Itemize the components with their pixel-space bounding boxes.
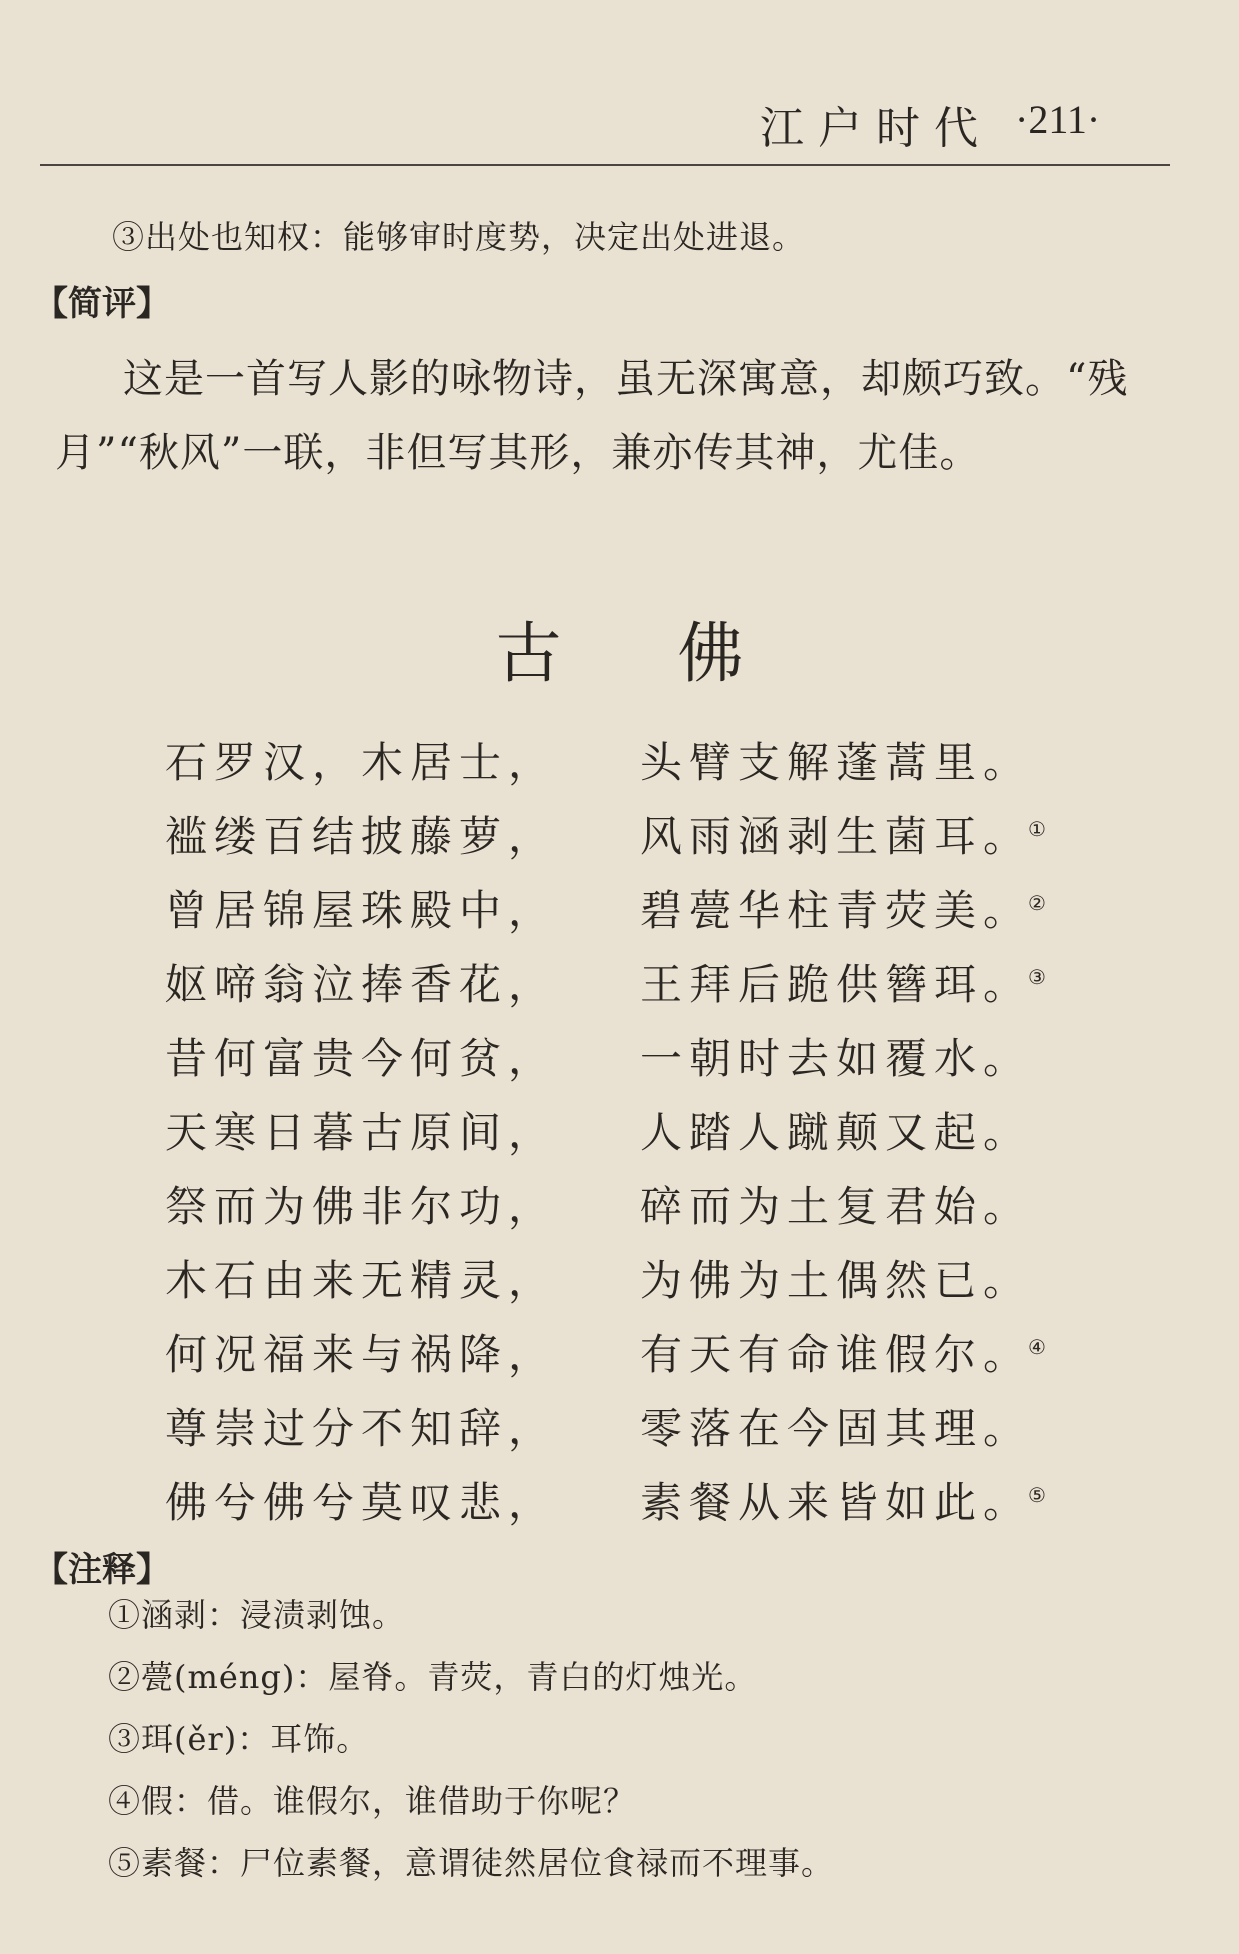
poem-line-left: 妪啼翁泣捧香花， (165, 960, 558, 1009)
footnote-ref: ① (1028, 817, 1046, 841)
poem-line-right-text: 头臂支解蓬蒿里。 (640, 738, 1033, 787)
poem-line-right (640, 1396, 1032, 1456)
poem-line-right-text: 零落在今固其理。 (640, 1404, 1033, 1453)
poem-line-right (640, 1100, 1032, 1160)
commentary-label: 【简评】 (34, 284, 170, 324)
page-number: ·211· (1015, 97, 1101, 142)
poem-line-right (640, 1470, 1046, 1530)
note-item: ④假：借。谁假尔，谁借助于你呢？ (108, 1782, 637, 1820)
poem-line-left: 木石由来无精灵， (165, 1256, 558, 1305)
poem-line-right (640, 1174, 1032, 1234)
poem-line-right-text: 人踏人蹴颠又起。 (640, 1108, 1033, 1157)
poem-line-right-text: 有天有命谁假尔。 (640, 1330, 1033, 1379)
poem-line-right (640, 1322, 1046, 1382)
page-header (40, 92, 1170, 166)
poem-title (0, 600, 1239, 695)
poem-line-left: 祭而为佛非尔功， (165, 1182, 558, 1231)
poem-line-left: 佛兮佛兮莫叹悲， (165, 1478, 558, 1527)
poem-line-right-text: 为佛为土偶然已。 (640, 1256, 1033, 1305)
poem-line-right-text: 风雨涵剥生菌耳。 (640, 812, 1033, 861)
poem-line-left: 昔何富贵今何贫， (165, 1034, 558, 1083)
poem-title-char: 古 (495, 615, 562, 692)
poem-line-right-text: 一朝时去如覆水。 (640, 1034, 1033, 1083)
running-head-title: 江户时代 (760, 103, 992, 154)
poem-line-left: 天寒日暮古原间， (165, 1108, 558, 1157)
footnote-ref: ④ (1028, 1335, 1046, 1359)
poem-line-right-text: 碧甍华柱青荧美。 (640, 886, 1033, 935)
poem-line-right-text: 王拜后跪供簪珥。 (640, 960, 1033, 1009)
note-item: ③珥(ěr)：耳饰。 (108, 1720, 370, 1758)
poem-title-char: 佛 (677, 615, 744, 692)
poem-line-right (640, 1026, 1032, 1086)
poem-line-right-text: 碎而为土复君始。 (640, 1182, 1033, 1231)
poem-line-right (640, 1248, 1032, 1308)
footnote-ref: ③ (1028, 965, 1046, 989)
poem-line-left: 石罗汉，木居士， (165, 738, 558, 787)
poem-line-left: 褴缕百结披藤萝， (165, 812, 558, 861)
note-item: ⑤素餐：尸位素餐，意谓徒然居位食禄而不理事。 (108, 1844, 835, 1882)
note-item: ②甍(méng)：屋脊。青荧，青白的灯烛光。 (108, 1658, 758, 1696)
poem-line-right (640, 952, 1046, 1012)
note-item: ①涵剥：浸渍剥蚀。 (108, 1596, 406, 1634)
footnote-ref: ② (1028, 891, 1046, 915)
notes-label: 【注释】 (34, 1550, 170, 1590)
poem-line-left: 何况福来与祸降， (165, 1330, 558, 1379)
poem-line-left: 尊崇过分不知辞， (165, 1404, 558, 1453)
footnote-ref: ⑤ (1028, 1483, 1046, 1507)
poem-line-right (640, 804, 1046, 864)
poem-line-right (640, 730, 1032, 790)
carryover-note: ③出处也知权：能够审时度势，决定出处进退。 (112, 218, 806, 256)
poem-line-right (640, 878, 1046, 938)
poem-line-right-text: 素餐从来皆如此。 (640, 1478, 1033, 1527)
commentary-text: 这是一首写人影的咏物诗，虽无深寓意，却颇巧致。“残月”“秋风”一联，非但写其形，兼亦传其神，尤佳。 (55, 356, 1129, 476)
poem-line-left: 曾居锦屋珠殿中， (165, 886, 558, 935)
